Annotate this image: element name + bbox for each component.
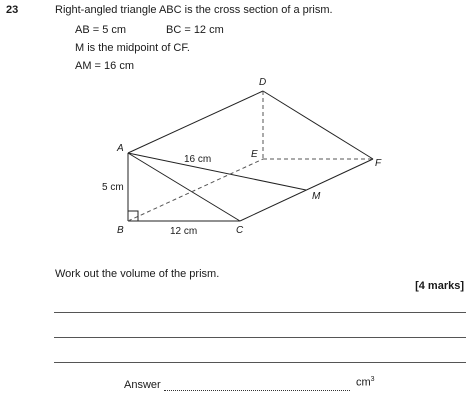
length-label-am: 16 cm [184,154,212,165]
edge-df [263,91,373,159]
given-am: AM = 16 cm [75,60,134,72]
given-ab: AB = 5 cm [75,24,127,36]
working-line-2[interactable] [54,337,466,338]
working-line-1[interactable] [54,312,466,313]
vertex-label-c: C [236,225,244,236]
given-m-midpoint: M is the midpoint of CF. [75,42,190,54]
vertex-label-a: A [117,143,124,154]
working-line-3[interactable] [54,362,466,363]
answer-field[interactable] [164,390,350,391]
answer-unit [356,376,375,389]
right-angle-marker [128,211,138,221]
vertex-label-d: D [259,77,267,88]
vertex-label-e: E [251,149,258,160]
vertex-label-b: B [117,225,124,236]
hidden-edge-be [128,159,263,221]
length-label-bc: 12 cm [170,226,198,237]
answer-unit-base: cm [356,376,371,389]
question-intro: Right-angled triangle ABC is the cross section of a prism. [55,4,333,16]
given-bc: BC = 12 cm [166,24,224,36]
edge-ad [128,91,263,153]
vertex-label-m: M [312,191,321,202]
edge-cf [240,159,373,221]
length-label-ab: 5 cm [102,182,124,193]
answer-unit-power: 3 [370,376,375,383]
marks-badge: [4 marks] [415,280,464,292]
vertex-label-f: F [375,158,382,169]
question-task: Work out the volume of the prism. [55,268,220,280]
question-number: 23 [6,4,19,16]
answer-label: Answer [124,379,161,391]
